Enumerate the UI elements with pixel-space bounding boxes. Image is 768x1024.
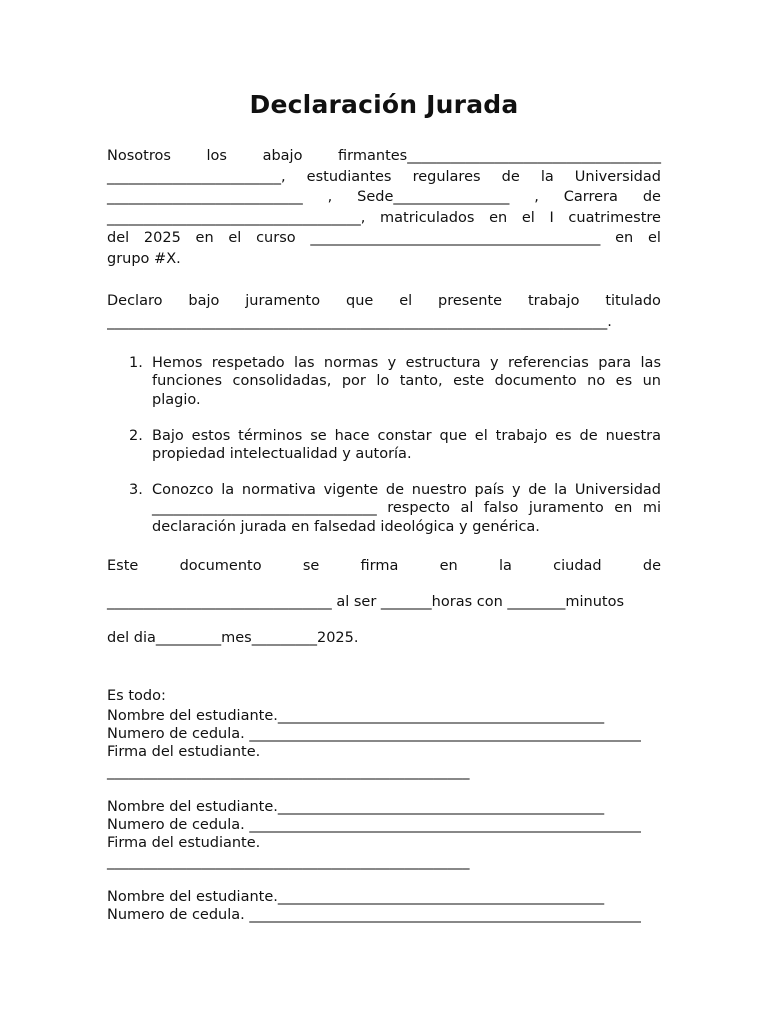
es-todo-label: Es todo:: [107, 688, 166, 704]
intro-line: [107, 208, 661, 229]
intro-word: los: [206, 148, 227, 164]
declaro-title-blank: _____________________________________________________________________.: [107, 313, 612, 330]
intro-word: matriculados: [380, 209, 475, 226]
intro-line: [107, 146, 661, 167]
firma-word: de: [642, 558, 661, 574]
student-name-line: Nombre del estudiante._____________________________________________: [107, 708, 605, 724]
student-name-line: Nombre del estudiante._____________________________________________: [107, 889, 605, 905]
intro-word: ,: [534, 189, 539, 206]
declaro-word: trabajo: [527, 293, 580, 309]
list-item-number: 3.: [129, 482, 143, 498]
intro-word: del: [107, 230, 130, 247]
intro-word: el: [228, 230, 242, 247]
firma-time-line: _______________________________ al ser _______horas con ________minutos: [107, 594, 625, 610]
list-item-number: 2.: [129, 428, 143, 444]
declaro-word: presente: [438, 293, 503, 309]
intro-word: Nosotros: [107, 148, 171, 164]
intro-word: estudiantes: [306, 168, 392, 185]
intro-word: ,: [327, 189, 333, 206]
student-signature-label: Firma del estudiante.: [107, 835, 261, 851]
intro-line: [107, 228, 661, 249]
intro-word: el: [647, 230, 661, 247]
declaro-word: bajo: [188, 293, 220, 309]
intro-word: de: [642, 189, 661, 206]
intro-word: 2025: [143, 230, 181, 247]
declaro-word: juramento: [245, 293, 321, 309]
declaro-word: el: [399, 293, 413, 309]
firma-word: firma: [360, 558, 399, 574]
declaro-word: titulado: [605, 293, 661, 309]
firma-word: documento: [179, 558, 262, 574]
intro-word: firmantes___________________________________: [338, 148, 661, 164]
firma-paragraph: [107, 556, 661, 577]
declaro-word: que: [345, 293, 374, 309]
student-id-line: Numero de cedula. ______________________________________________________: [107, 817, 641, 833]
student-signature-label: Firma del estudiante.: [107, 744, 261, 760]
intro-word: en: [615, 230, 634, 247]
intro-word: la: [540, 168, 554, 185]
intro-word: ________________________________________: [310, 230, 601, 247]
intro-paragraph: [107, 146, 661, 270]
intro-line: [107, 167, 661, 188]
declaro-word: Declaro: [107, 293, 163, 309]
intro-word: I: [549, 209, 554, 226]
intro-word: cuatrimestre: [568, 209, 661, 226]
intro-word: ___________________________________,: [107, 209, 366, 226]
intro-word: ___________________________: [107, 189, 303, 206]
intro-line: [107, 187, 661, 208]
firma-word: en: [439, 558, 458, 574]
student-id-line: Numero de cedula. ______________________________________________________: [107, 726, 641, 742]
list-item-text: Hemos respetado las normas y estructura y referencias para las funciones consolidadas, por lo tanto, este documento no es un plagio.: [152, 355, 661, 408]
declaro-line: [107, 291, 661, 312]
intro-word: curso: [256, 230, 296, 247]
student-id-line: Numero de cedula. ______________________________________________________: [107, 907, 641, 923]
firma-line: [107, 556, 661, 577]
student-name-line: Nombre del estudiante._____________________________________________: [107, 799, 605, 815]
declaro-paragraph: [107, 291, 661, 332]
firma-word: la: [499, 558, 512, 574]
intro-word: Universidad: [574, 168, 661, 185]
list-item-text: Conozco la normativa vigente de nuestro país y de la Universidad _______________________________ respecto al falso juramento en mi declaración jurada en falsedad ideológica y genérica.: [152, 482, 661, 535]
page-title: Declaración Jurada: [249, 90, 519, 119]
intro-word: ________________________,: [107, 168, 286, 185]
list-item-text: Bajo estos términos se hace constar que el trabajo es de nuestra propiedad intelectualidad y autoría.: [152, 428, 661, 463]
intro-word: el: [521, 209, 535, 226]
student-signature-line: __________________________________________________: [107, 854, 470, 870]
list-item-number: 1.: [129, 355, 143, 371]
student-signature-line: __________________________________________________: [107, 764, 470, 780]
firma-word: se: [302, 558, 320, 574]
firma-date-line: del dia_________mes_________2025.: [107, 630, 359, 646]
intro-word: en: [195, 230, 214, 247]
intro-word: en: [489, 209, 508, 226]
intro-word: Carrera: [563, 189, 618, 206]
firma-word: Este: [107, 558, 139, 574]
intro-line: grupo #X.: [107, 250, 181, 267]
intro-word: de: [501, 168, 520, 185]
intro-word: Sede________________: [357, 189, 510, 206]
intro-word: regulares: [412, 168, 481, 185]
firma-word: ciudad: [553, 558, 602, 574]
intro-word: abajo: [262, 148, 303, 164]
